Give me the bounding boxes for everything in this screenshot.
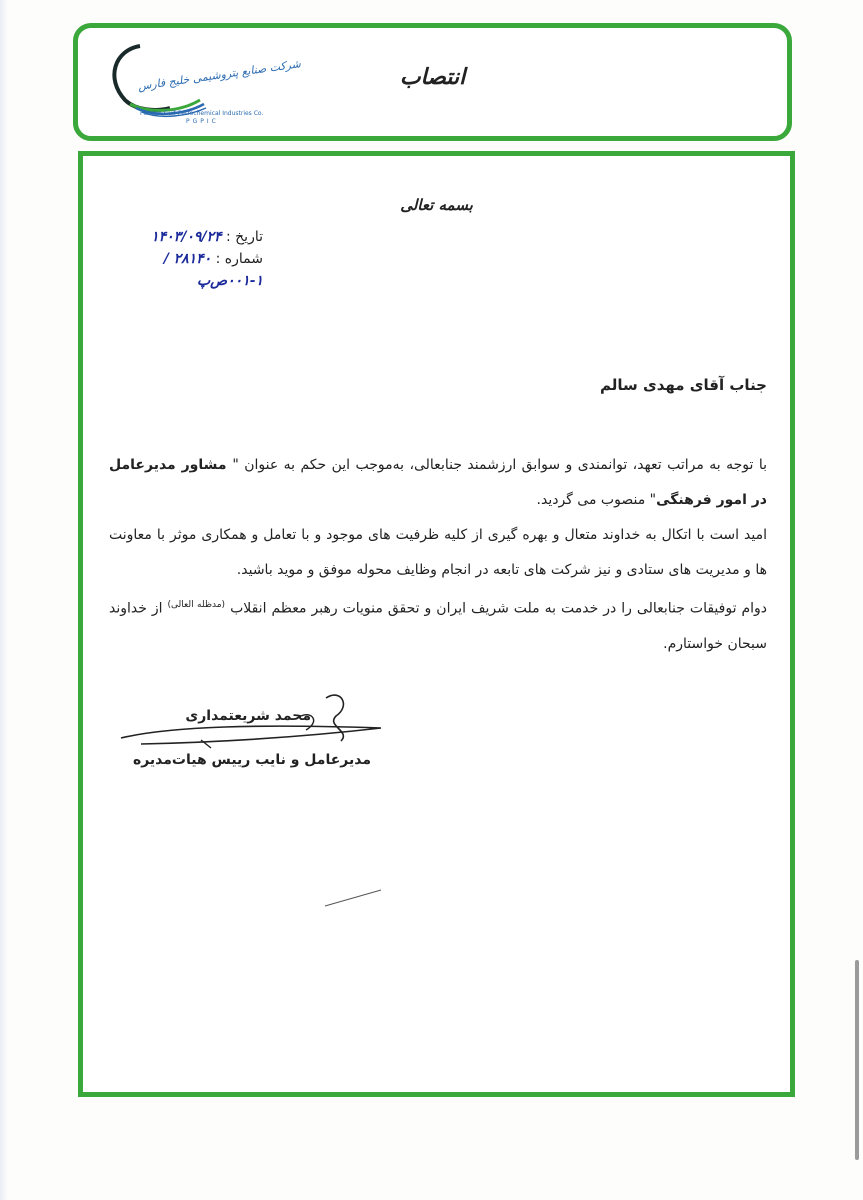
logo-abbr: PGPIC <box>186 118 219 125</box>
date-label: تاریخ : <box>225 229 263 245</box>
pen-mark-icon <box>323 886 383 910</box>
signatory-role: مدیرعامل و نایب رییس هیات‌مدیره <box>132 752 371 768</box>
scrollbar[interactable] <box>855 960 859 1160</box>
paragraph-3-start: دوام توفیقات جنابعالی را در خدمت به ملت شریف ایران و تحقق منویات رهبر معظم انقلاب <box>230 600 768 617</box>
paragraph-3-end: از خداوند سبحان خواستارم. <box>109 600 767 652</box>
page-title: انتصاب <box>399 64 466 90</box>
paragraph-2: امید است با اتکال به خداوند متعال و بهره گیری از کلیه ظرفیت های موجود و با تعامل و همکاری موثر با معاونت ها و مدیریت های ستادی و نیز شرکت های تابعه در انجام وظایف محوله موفق و موید باشید. <box>109 527 767 578</box>
position-title: مشاور مدیرعامل در امور فرهنگی <box>109 457 767 508</box>
date-value: ۱۴۰۳/۰۹/۲۴ <box>151 229 222 245</box>
signatory-name: محمد شریعتمداری <box>185 708 311 724</box>
header-frame <box>73 23 792 141</box>
letter-meta <box>123 226 263 292</box>
signature-block <box>111 686 391 776</box>
date-row <box>123 226 263 248</box>
addressee: جناب آقای مهدی سالم <box>599 376 767 394</box>
number-label: شماره : <box>215 251 263 267</box>
page-edge <box>0 0 8 1200</box>
paragraph-1-end: " منصوب می گردید. <box>536 492 657 508</box>
honorific-note: (مدظله العالی) <box>167 600 226 610</box>
paragraph-1 <box>109 448 767 518</box>
logo-name-en: Persian Gulf Petrochemical Industries Co. <box>140 110 264 117</box>
basmala: بسمه تعالی <box>400 196 473 214</box>
letter-body <box>109 448 767 662</box>
number-row <box>123 248 263 292</box>
paragraph-3 <box>109 588 767 662</box>
letter-body-frame <box>78 151 795 1097</box>
number-value: ۲۸۱۴۰ / ۱-۰۰۱ص‌پ <box>163 251 263 289</box>
paragraph-1-start: با توجه به مراتب تعهد، توانمندی و سوابق ارزشمند جنابعالی، به‌موجب این حکم به عنوان " <box>232 457 767 473</box>
logo-name-fa: شرکت صنایع پتروشیمی خلیج فارس <box>137 57 302 93</box>
